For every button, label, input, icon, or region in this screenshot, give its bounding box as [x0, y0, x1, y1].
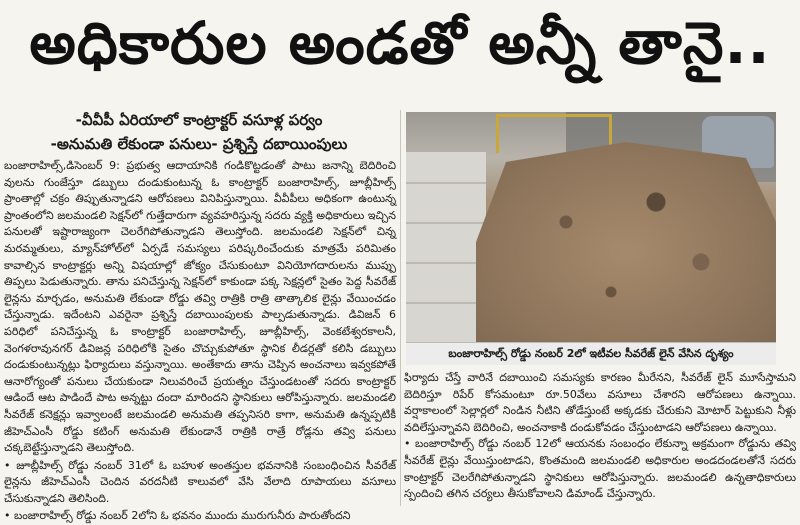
paragraph: • బంజారాహిల్స్ రోడ్డు నంబర్ 12లో ఆయనకు సంబంధం లేకున్నా అక్రమంగా రోడ్డును తవ్వి సీవరేజ్ లైన్లు వేయిస్తుంటాడని, కొంతమంది జలమండలి అధికారుల అండదండలతోనే సదరు కాంట్రాక్టర్ చెలరేగిపోతున్నాడని స్థానికులు ఆరోపిస్తున్నారు. జలమండలి ఉన్నతాధికారులు స్పందించి తగిన చర్యలు తీసుకోవాలని డిమాండ్ చేస్తున్నారు. — [404, 437, 796, 501]
photo-sidewalk — [406, 152, 486, 342]
subhead-1: -వీవీపీ ఏరియాలో కాంట్రాక్టర్ వసూళ్ల పర్వం — [75, 111, 323, 129]
column-divider — [400, 110, 401, 506]
paragraph: బంజారాహిల్స్,డిసెంబర్ 9: ప్రభుత్వ ఆదాయానికి గండికొట్టడంతో పాటు జనాన్ని బెదిరించి వులను గుంజేస్తూ డబ్బులు దండుకుంటున్న ఓ కాంట్రాక్టర్ బంజారాహిల్స్, జూబ్లీహిల్స్ ప్రాంతాల్లో చక్రం తిప్పుతున్నాడని ఆరోపణలు వినిపిస్తున్నాయి. వీవీపీలు అధికంగా ఉంటున్న ప్రాంతంలోని జలమండలి సెక్షన్‌లో గుత్తేదారుగా వ్యవహరిస్తున్న సదరు వ్యక్తి అధికారులు ఇచ్చిన పనులతో ఇష్టారాజ్యంగా చెలరేగిపోతున్నాడని తెలుస్తోంది. జలమండలి సెక్షన్‌లో చిన్న మరమ్మతులు, మ్యాన్‌హోల్‌లో ఏర్పడే సమస్యలు పరిష్కరించేందుకు మాత్రమే పరిమితం కావాల్సిన కాంట్రాక్టర్లు అన్ని విషయాల్లో జోక్యం చేసుకుంటూ వినియోగదారులను ముప్పు తిప్పలు పెడుతున్నారు. తాను పనిచేస్తున్న సెక్షన్‌లో కాకుండా పక్క సెక్షన్లలో సైతం పెద్ద సీవరేజ్ లైన్లను మార్చడం, అనుమతి లేకుండా రోడ్డు తవ్వి రాత్రికి రాత్రి తాత్కాలిక లైన్లు వేయించడం చేస్తున్నాడు. ఇదేంటని ఎవరైనా ప్రశ్నిస్తే దబాయింపులకు పాల్పడుతున్నాడు. డివిజన్ 6 పరిధిలో పనిచేస్తున్న ఓ కాంట్రాక్టర్ బంజారాహిల్స్, జూబ్లీహిల్స్, వెంకటేశ్వరకాలనీ, వెంగళరావునగర్ డివిజన్ల పరిధిలోకి సైతం చొచ్చుకుపోతూ స్థానిక లీడర్లతో కలిసి డబ్బులు దండుకుంటున్నట్లు ఫిర్యాదులు వస్తున్నాయి. అంతేకాదు తాను చెప్పిన అంచనాలు ఇవ్వకపోతే ఆనారోగ్యంతో పనులు చేయకుండా నిలువరించే ప్రయత్నం చేస్తుండటంతో సదరు కాంట్రాక్టర్ ఆడిందే ఆట పాడిందే పాట అన్నట్టు దందా మారిందని స్థానికులు ఆరోపిస్తున్నారు. జలమండలి సీవరేజ్ కనెక్షన్లు ఇవ్వాలంటే జలమండలి అనుమతి తప్పనిసరి కాగా, అనుమతి ఉన్నప్పటికీ జీహెచ్ఎంసీ రోడ్డు కటింగ్ అనుమతి లేకుండానే రాత్రికి రాత్రే రోడ్లను తవ్వి పనులు చక్కబెట్టేస్తున్నాడని తెలుస్తోంది. — [4, 159, 396, 455]
subheads — [0, 108, 398, 156]
photo-caption: బంజారాహిల్స్ రోడ్డు నంబర్ 2లో ఇటీవల సీవరేజ్ లైన్ వేసిన దృశ్యం — [406, 342, 776, 365]
headline: అధికారుల అండతో అన్నీ తానై.. — [29, 8, 771, 77]
article-body-left — [4, 158, 396, 523]
paragraph: ఫిర్యాదు చేస్తే వారినే దబాయించి సమస్యకు కారణం మీరేనని, సీవరేజ్ లైన్ మూసేస్తామని బెదిరిస్తూ రిపేర్ కోసమంటూ రూ.50వేలు వసూలు చేశారని ఆరోపణలు ఉన్నాయి. వర్షాకాలంలో సెల్లార్లలో నిండిన నీటిని తోడేస్తుంటే అక్కడకు చేరుకుని మోటార్ పెట్టుకుని నీళ్లు వదిలేస్తున్నావని బెదిరించి, అంచనాకాకి దండుకోవడం చేస్తుంటాడని ఆరోపణలు ఉన్నాయి. — [404, 371, 796, 434]
article-body-right — [404, 370, 796, 506]
paragraph: • బంజారాహిల్స్ రోడ్డు నంబర్ 2లోని ఓ భవనం ముందు మురుగునీరు పారుతోందని — [4, 509, 351, 523]
photo-rubble — [476, 142, 776, 342]
photo-railing — [496, 114, 612, 153]
paragraph: • జూబ్లీహిల్స్ రోడ్డు నంబర్ 31లో ఓ బహుళ అంతస్తుల భవనానికి సంబంధించిన సీవరేజ్ లైన్లను జీహెచ్ఎంసీ చెందిన వరదనీటి కాలువలో వేసి వేలాది రూపాయలు వసూలు చేసుకున్నాడని తెలిసింది. — [4, 458, 396, 505]
news-photo — [406, 112, 776, 342]
subhead-2: -అనుమతి లేకుండా పనులు- ప్రశ్నిస్తే దబాయింపులు — [50, 135, 348, 153]
